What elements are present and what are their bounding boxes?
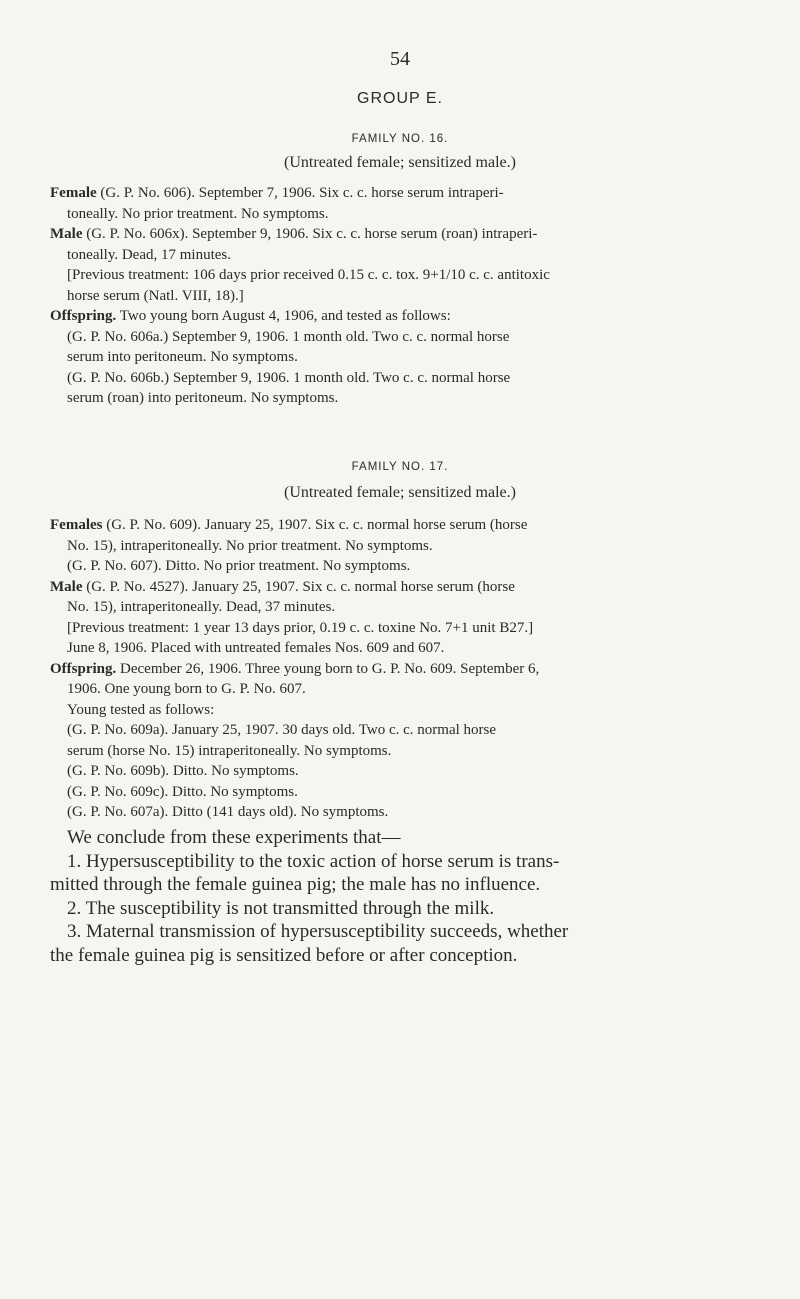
line-text: Young tested as follows:	[67, 701, 215, 718]
line-text: (G. P. No. 606a.) September 9, 1906. 1 month old. Two c. c. normal horse	[67, 328, 510, 345]
text-line	[0, 327, 800, 348]
text-line	[0, 597, 800, 618]
line-text: (G. P. No. 609a). January 25, 1907. 30 days old. Two c. c. normal horse	[67, 722, 497, 738]
conclusion-line: 1. Hypersusceptibility to the toxic action of horse serum is trans-	[67, 850, 560, 872]
line-text: (G. P. No. 609). January 25, 1907. Six c. c. normal horse serum (horse	[102, 517, 528, 533]
conclusion-line: 3. Maternal transmission of hypersusceptibility succeeds, whether	[67, 921, 569, 942]
text-line	[0, 204, 800, 225]
page-number: 54	[390, 48, 410, 70]
line-text: (G. P. No. 609c). Ditto. No symptoms.	[67, 783, 298, 800]
text-line	[0, 245, 800, 266]
line-text: December 26, 1906. Three young born to G. P. No. 609. September 6,	[116, 660, 540, 677]
text-line	[0, 618, 800, 639]
line-text: (G. P. No. 607a). Ditto (141 days old). No symptoms.	[67, 804, 389, 820]
text-line	[0, 659, 800, 680]
group-heading: GROUP E.	[357, 90, 443, 107]
line-text: (G. P. No. 606b.) September 9, 1906. 1 month old. Two c. c. normal horse	[67, 369, 511, 386]
line-text: [Previous treatment: 106 days prior received 0.15 c. c. tox. 9+1/10 c. c. antitoxic	[67, 267, 550, 283]
family-16-body	[0, 183, 800, 409]
bold-lead: Female	[50, 185, 97, 201]
text-line	[0, 802, 800, 823]
text-line	[0, 741, 800, 762]
line-text: serum (roan) into peritoneum. No symptoms.	[67, 390, 339, 406]
text-line	[0, 515, 800, 536]
line-text: [Previous treatment: 1 year 13 days prior, 0.19 c. c. toxine No. 7+1 unit B27.]	[67, 619, 534, 636]
text-line	[0, 700, 800, 721]
text-line	[0, 536, 800, 557]
line-text: No. 15), intraperitoneally. No prior treatment. No symptoms.	[67, 537, 433, 554]
family-16-heading: FAMILY NO. 16.	[351, 133, 449, 145]
line-text: (G. P. No. 606). September 7, 1906. Six c. c. horse serum intraperi-	[96, 185, 504, 201]
bold-lead: Male	[50, 578, 83, 595]
line-text: serum into peritoneum. No symptoms.	[67, 349, 298, 365]
text-line	[0, 679, 800, 700]
conclusion-line: mitted through the female guinea pig; the male has no influence.	[50, 874, 541, 895]
line-text: Two young born August 4, 1906, and tested as follows:	[116, 308, 451, 324]
line-text: toneally. Dead, 17 minutes.	[67, 246, 231, 263]
line-text: serum (horse No. 15) intraperitoneally. No symptoms.	[67, 742, 392, 759]
text-line	[0, 286, 800, 307]
text-line	[0, 347, 800, 368]
line-text: (G. P. No. 609b). Ditto. No symptoms.	[67, 763, 299, 779]
line-text: 1906. One young born to G. P. No. 607.	[67, 681, 306, 697]
line-text: (G. P. No. 606x). September 9, 1906. Six c. c. horse serum (roan) intraperi-	[82, 226, 538, 242]
line-text: June 8, 1906. Placed with untreated females Nos. 609 and 607.	[67, 640, 445, 656]
family-16-subtitle: (Untreated female; sensitized male.)	[284, 154, 516, 171]
conclusion-line: the female guinea pig is sensitized before or after conception.	[50, 944, 518, 966]
bold-lead: Females	[50, 517, 103, 533]
text-line	[0, 388, 800, 409]
family-17-body	[0, 515, 800, 823]
conclusion-line: 2. The susceptibility is not transmitted through the milk.	[67, 897, 495, 919]
family-17-subtitle: (Untreated female; sensitized male.)	[284, 484, 516, 501]
text-line	[0, 265, 800, 286]
line-text: (G. P. No. 4527). January 25, 1907. Six c. c. normal horse serum (horse	[82, 578, 515, 595]
family-17-heading: FAMILY NO. 17.	[351, 461, 449, 473]
text-line	[0, 556, 800, 577]
bold-lead: Male	[50, 226, 83, 242]
text-line	[0, 368, 800, 389]
text-line	[0, 183, 800, 204]
conclusion-line: We conclude from these experiments that—	[67, 827, 401, 848]
bold-lead: Offspring.	[50, 660, 117, 677]
text-line	[0, 224, 800, 245]
conclusion	[0, 826, 800, 967]
text-line	[0, 761, 800, 782]
text-line	[0, 306, 800, 327]
line-text: horse serum (Natl. VIII, 18).]	[67, 287, 244, 304]
text-line	[0, 638, 800, 659]
text-line	[0, 720, 800, 741]
line-text: No. 15), intraperitoneally. Dead, 37 minutes.	[67, 599, 336, 615]
line-text: (G. P. No. 607). Ditto. No prior treatment. No symptoms.	[67, 558, 411, 574]
text-line	[0, 577, 800, 598]
line-text: toneally. No prior treatment. No symptoms.	[67, 205, 329, 222]
text-line	[0, 782, 800, 803]
bold-lead: Offspring.	[50, 308, 117, 324]
